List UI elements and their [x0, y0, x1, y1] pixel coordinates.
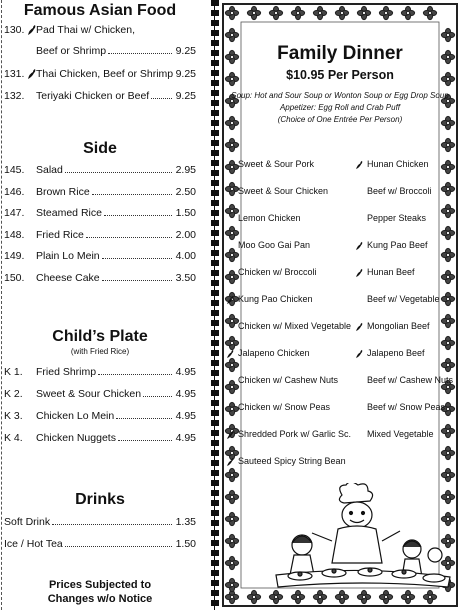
leader-dots [52, 524, 172, 525]
family-dish-item [367, 402, 445, 412]
family-dish-name: Lemon Chicken [238, 213, 301, 223]
family-note-appetizer: Appetizer: Egg Roll and Crab Puff [279, 103, 401, 112]
menu-item-row [4, 45, 196, 59]
family-dish-item [238, 159, 314, 169]
drinks-title: Drinks [75, 491, 125, 508]
menu-item-row [4, 410, 196, 424]
leader-dots [65, 172, 172, 173]
family-dish-item [226, 348, 310, 359]
family-dish-name: Hunan Chicken [367, 159, 429, 169]
menu-item-row [4, 516, 196, 530]
family-dish-name: Jalapeno Chicken [238, 348, 310, 358]
family-dish-name: Beef w/ Vegetable [367, 294, 440, 304]
item-number: 147. [4, 207, 25, 219]
family-dish-item [226, 429, 351, 440]
item-price: 2.50 [175, 185, 196, 198]
family-dish-name: Beef w/ Snow Peas [367, 402, 446, 412]
chili-pepper-icon [226, 349, 235, 359]
chili-pepper-icon [226, 430, 235, 440]
item-number: 132. [4, 90, 25, 102]
family-dish-name: Chicken w/ Cashew Nuts [238, 375, 339, 385]
leader-dots [143, 396, 172, 397]
family-dish-item [238, 213, 301, 223]
item-number: 150. [4, 271, 25, 284]
chili-pepper-icon [355, 160, 364, 170]
menu-item-row [4, 432, 196, 446]
item-number: K 1. [4, 366, 23, 378]
family-dish-item [355, 348, 425, 359]
child-title: Child’s Plate [52, 328, 148, 345]
family-dish-item [355, 240, 428, 251]
family-dish-item [226, 456, 346, 467]
item-name: Cheese Cake [36, 271, 100, 284]
menu-item-row [4, 366, 196, 380]
item-name: Thai Chicken, Beef or Shrimp [36, 68, 174, 80]
price-notice [0, 578, 200, 606]
leader-dots [118, 440, 172, 441]
notice-line2: Changes w/o Notice [47, 593, 153, 605]
left-dashed-edge [1, 0, 2, 610]
famous-title: Famous Asian Food [23, 2, 177, 19]
item-price: 2.95 [175, 164, 196, 176]
item-name: Beef or Shrimp [36, 45, 107, 57]
leader-dots [102, 258, 172, 259]
family-dish-item [238, 321, 351, 331]
family-dish-name: Chicken w/ Snow Peas [238, 402, 331, 412]
side-title: Side [83, 140, 117, 157]
leader-dots [92, 194, 172, 195]
item-number: 130. [4, 24, 25, 36]
family-dish-name: Sauteed Spicy String Bean [238, 456, 346, 466]
leader-dots [116, 418, 172, 419]
family-dish-item [238, 267, 317, 277]
family-dish-name: Sweet & Sour Chicken [238, 186, 329, 196]
chili-pepper-icon [355, 322, 364, 332]
family-dish-name: Sweet & Sour Pork [238, 159, 315, 169]
family-dish-name: Kung Pao Chicken [238, 294, 313, 304]
family-dish-item [367, 429, 434, 439]
family-dinner-price: $10.95 Per Person [286, 68, 394, 82]
chili-pepper-icon [355, 268, 364, 278]
menu-item-row [4, 68, 196, 82]
item-price: 9.25 [175, 90, 196, 102]
leader-dots [86, 237, 172, 238]
item-number: 148. [4, 228, 25, 241]
leader-dots [151, 98, 172, 99]
chili-pepper-icon [226, 295, 235, 305]
family-note-soup: Soup: Hot and Sour Soup or Wonton Soup or Egg Drop Soup [231, 91, 449, 100]
item-number: K 2. [4, 388, 23, 400]
item-name: Chicken Lo Mein [36, 410, 115, 422]
family-dish-name: Moo Goo Gai Pan [238, 240, 311, 250]
item-number: 145. [4, 164, 25, 176]
item-name: Ice / Hot Tea [4, 538, 63, 550]
item-price: 1.50 [175, 207, 196, 219]
item-number: 146. [4, 185, 25, 198]
child-subtitle: (with Fried Rice) [70, 347, 130, 356]
menu-item-row [4, 90, 196, 104]
family-dish-name: Kung Pao Beef [367, 240, 428, 250]
family-dish-item [238, 375, 338, 385]
family-dish-name: Shredded Pork w/ Garlic Sc. [238, 429, 352, 439]
family-dish-name: Chicken w/ Mixed Vegetable [238, 321, 352, 331]
item-name: Plain Lo Mein [36, 250, 100, 262]
item-name: Chicken Nuggets [36, 432, 116, 444]
item-name: Soft Drink [4, 516, 51, 528]
item-price: 1.35 [175, 516, 196, 528]
family-dish-item [238, 186, 328, 196]
family-dish-item [367, 375, 453, 385]
family-dish-item [226, 294, 313, 305]
item-name: Teriyaki Chicken or Beef [36, 90, 150, 102]
family-dish-item [238, 240, 310, 250]
menu-item-row [4, 272, 196, 286]
item-price: 4.95 [175, 366, 196, 378]
item-number: K 3. [4, 410, 23, 422]
item-name: Brown Rice [36, 185, 90, 198]
left-menu-column [0, 0, 200, 610]
family-dish-name: Chicken w/ Broccoli [238, 267, 317, 277]
leader-dots [65, 546, 172, 547]
menu-item-row [4, 186, 196, 200]
leader-dots [108, 53, 172, 54]
menu-item-row [4, 207, 196, 221]
leader-dots [104, 215, 172, 216]
family-dish-name: Mongolian Beef [367, 321, 430, 331]
notice-line1: Prices Subjected to [48, 579, 152, 591]
family-dinner-panel [222, 3, 458, 607]
menu-item-row [4, 250, 196, 264]
family-dish-name: Beef w/ Broccoli [367, 186, 432, 196]
menu-item-row [4, 164, 196, 178]
menu-item-row [4, 24, 196, 38]
family-dinner-title: Family Dinner [277, 43, 403, 64]
item-price: 2.00 [175, 228, 196, 241]
family-dish-item [367, 213, 426, 223]
item-price: 4.95 [175, 388, 196, 400]
item-name: Salad [36, 164, 63, 176]
family-dish-item [367, 186, 432, 196]
item-price: 9.25 [175, 45, 196, 57]
family-dish-name: Mixed Vegetable [367, 429, 434, 439]
column-divider [211, 0, 219, 610]
item-name: Fried Shrimp [36, 366, 97, 378]
menu-item-row [4, 538, 196, 552]
item-number: 131. [4, 68, 25, 80]
chili-pepper-icon [355, 349, 364, 359]
item-number: 149. [4, 250, 25, 262]
family-dish-item [238, 402, 330, 412]
chef-family-cartoon-icon [272, 483, 454, 595]
item-name: Sweet & Sour Chicken [36, 388, 142, 400]
leader-dots [98, 374, 172, 375]
chili-pepper-icon [355, 241, 364, 251]
item-number: K 4. [4, 432, 23, 444]
family-dish-item [355, 267, 415, 278]
family-dish-name: Beef w/ Cashew Nuts [367, 375, 454, 385]
item-price: 3.50 [175, 271, 196, 284]
item-name: Steamed Rice [36, 207, 102, 219]
family-dish-item [355, 159, 429, 170]
family-dish-name: Hunan Beef [367, 267, 415, 277]
item-price: 4.95 [175, 432, 196, 444]
item-price: 4.95 [175, 410, 196, 422]
item-price: 9.25 [175, 68, 196, 80]
item-price: 1.50 [175, 538, 196, 550]
menu-item-row [4, 388, 196, 402]
item-price: 4.00 [175, 250, 196, 262]
family-dish-name: Jalapeno Beef [367, 348, 425, 358]
menu-item-row [4, 229, 196, 243]
family-dish-name: Pepper Steaks [367, 213, 427, 223]
chili-pepper-icon [226, 457, 235, 467]
family-dish-item [367, 294, 440, 304]
leader-dots [102, 280, 172, 281]
family-note-choice: (Choice of One Entrée Per Person) [277, 115, 403, 124]
item-name: Fried Rice [36, 228, 84, 241]
item-name: Pad Thai w/ Chicken, [36, 24, 136, 36]
family-dish-item [355, 321, 430, 332]
